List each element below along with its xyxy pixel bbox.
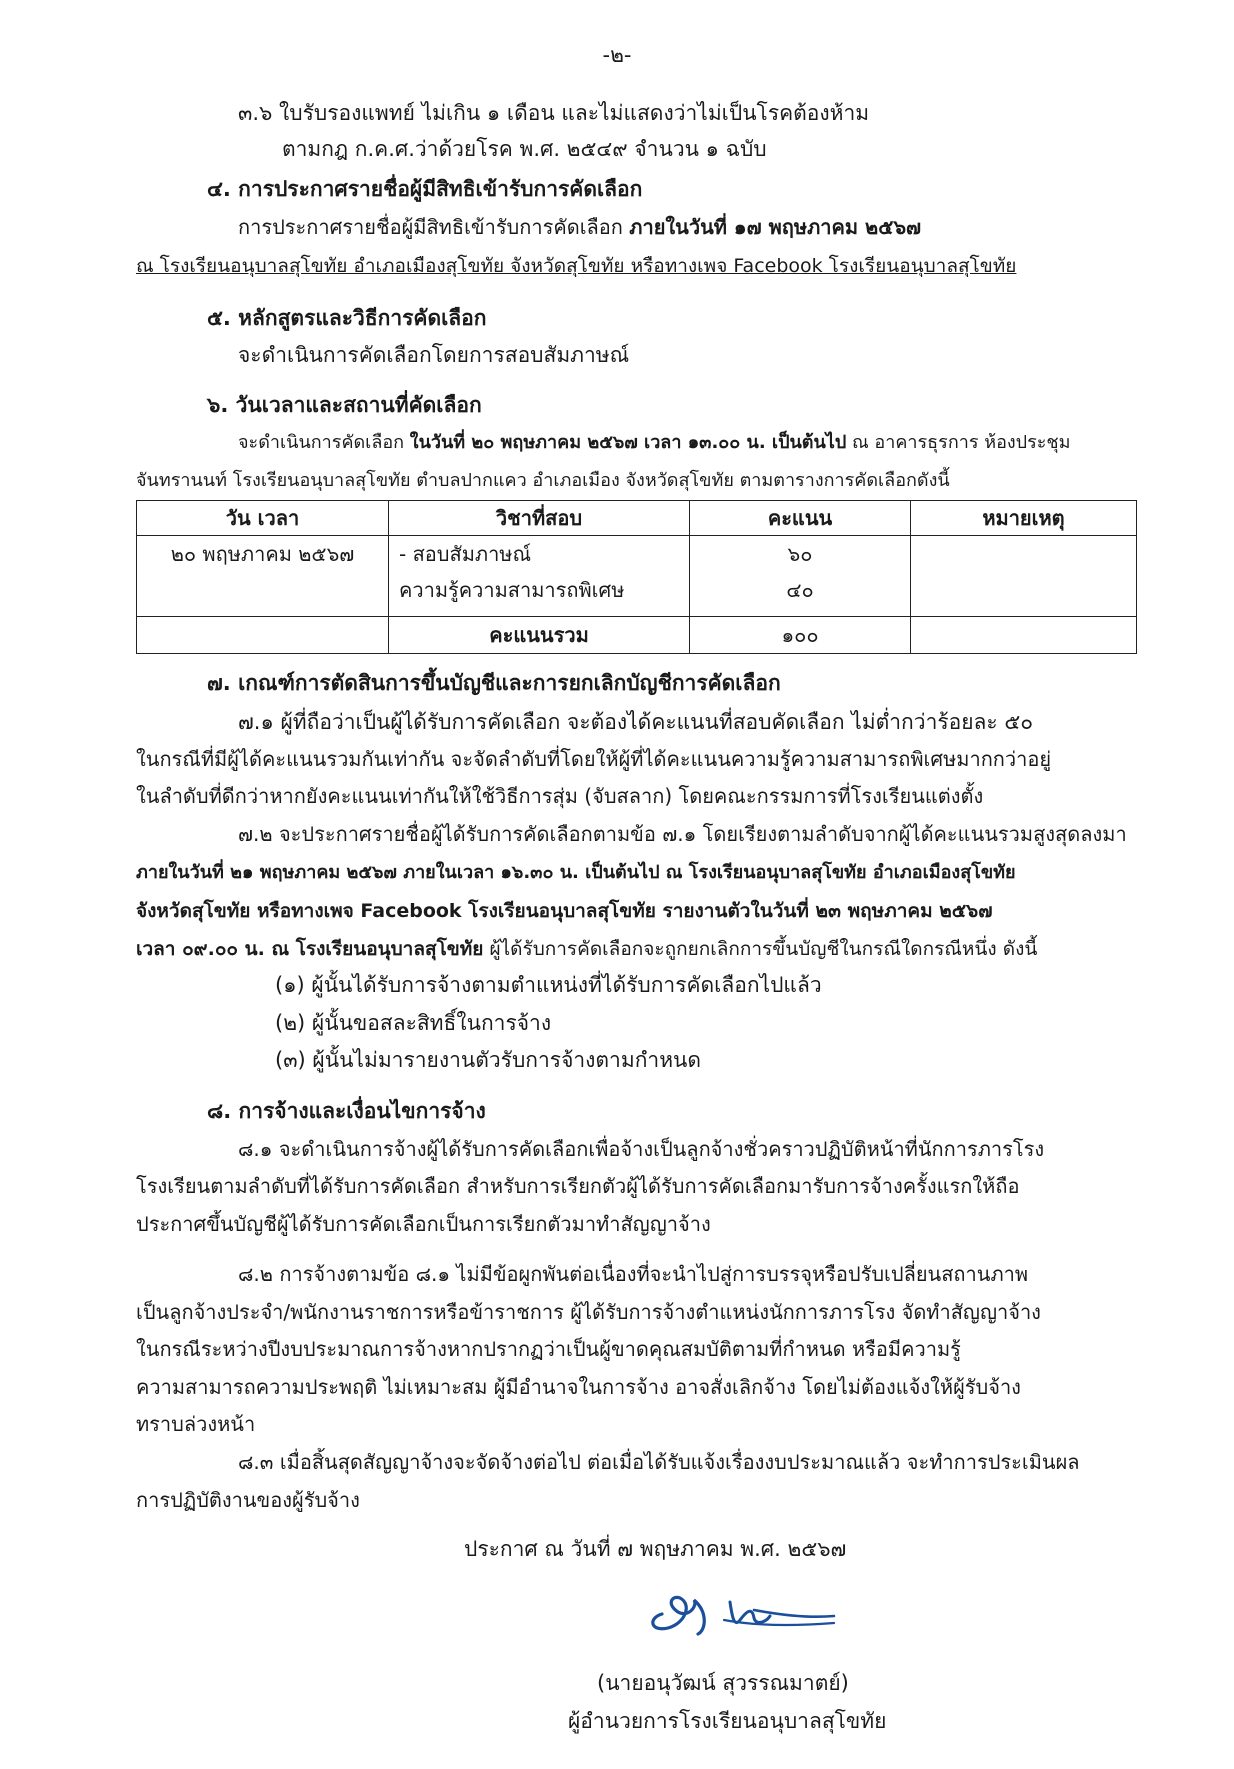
table-total-row xyxy=(137,617,1137,654)
row1-subject-2: ความรู้ความสามารถพิเศษ xyxy=(399,578,625,602)
row1-subject-1: - สอบสัมภาษณ์ xyxy=(399,542,532,566)
total-note xyxy=(911,617,1137,654)
section8-p2-line2: เป็นลูกจ้างประจำ/พนักงานราชการหรือข้าราชการ ผู้ได้รับการจ้างตำแหน่งนักการภารโรง จัดทำสัญญาจ้าง xyxy=(136,1300,1041,1324)
header-subject: วิชาที่สอบ xyxy=(389,501,690,536)
row1-score-1: ๖๐ xyxy=(787,542,813,566)
section6-line1-bold: ในวันที่ ๒๐ พฤษภาคม ๒๕๖๗ เวลา ๑๓.๐๐ น. เป็นต้นไป xyxy=(409,432,847,453)
section4-line1 xyxy=(238,212,921,242)
signer-title: ผู้อำนวยการโรงเรียนอนุบาลสุโขทัย xyxy=(568,1709,887,1733)
section7-p2-line1: ๗.๒ จะประกาศรายชื่อผู้ได้รับการคัดเลือกตามข้อ ๗.๑ โดยเรียงตามลำดับจากผู้ได้คะแนนรวมสูงสุดลงมา xyxy=(238,822,1127,846)
section6-line1-b: ณ อาคารธุรการ ห้องประชุม xyxy=(846,432,1071,453)
section8-p2-line4: ความสามารถความประพฤติ ไม่เหมาะสม ผู้มีอำนาจในการจ้าง อาจสั่งเลิกจ้าง โดยไม่ต้องแจ้งให้ผู้รับจ้าง xyxy=(136,1375,1021,1399)
row1-score xyxy=(690,536,911,617)
item-3-6-line1: ๓.๖ ใบรับรองแพทย์ ไม่เกิน ๑ เดือน และไม่แสดงว่าไม่เป็นโรคต้องห้าม xyxy=(238,101,870,125)
section8-p3-line1: ๘.๓ เมื่อสิ้นสุดสัญญาจ้างจะจัดจ้างต่อไป ต่อเมื่อได้รับแจ้งเรื่องงบประมาณแล้ว จะทำการประเมินผล xyxy=(238,1450,1080,1474)
list-item: (๒) ผู้นั้นขอสละสิทธิ์ในการจ้าง xyxy=(275,1011,552,1035)
section8-p2-line1: ๘.๒ การจ้างตามข้อ ๘.๑ ไม่มีข้อผูกพันต่อเนื่องที่จะนำไปสู่การบรรจุหรือปรับเปลี่ยนสถานภาพ xyxy=(238,1262,1029,1286)
section5-heading: ๕. หลักสูตรและวิธีการคัดเลือก xyxy=(207,306,487,330)
section8-heading: ๘. การจ้างและเงื่อนไขการจ้าง xyxy=(207,1099,486,1123)
section8-p2-line5: ทราบล่วงหน้า xyxy=(136,1412,256,1436)
signer-name: (นายอนุวัฒน์ สุวรรณมาตย์) xyxy=(597,1671,849,1695)
page-number: -๒- xyxy=(602,43,632,67)
section7-p2-line3: จังหวัดสุโขทัย หรือทางเพจ Facebook โรงเรียนอนุบาลสุโขทัย รายงานตัวในวันที่ ๒๓ พฤษภาคม ๒๕๖๗ xyxy=(136,900,993,922)
section8-p1-line3: ประกาศขึ้นบัญชีผู้ได้รับการคัดเลือกเป็นการเรียกตัวมาทำสัญญาจ้าง xyxy=(136,1212,711,1236)
signature-image xyxy=(636,1576,836,1640)
section4-line2: ณ โรงเรียนอนุบาลสุโขทัย อำเภอเมืองสุโขทัย จังหวัดสุโขทัย หรือทางเพจ Facebook โรงเรียนอนุบาลสุโขทัย xyxy=(136,255,1017,277)
section6-line2: จันทรานนท์ โรงเรียนอนุบาลสุโขทัย ตำบลปากแคว อำเภอเมือง จังหวัดสุโขทัย ตามตารางการคัดเลือกดังนี้ xyxy=(136,470,950,491)
section7-p2-line4-bold: เวลา ๐๙.๐๐ น. ณ โรงเรียนอนุบาลสุโขทัย xyxy=(136,938,484,960)
header-date: วัน เวลา xyxy=(137,501,389,536)
section7-p2-line2: ภายในวันที่ ๒๑ พฤษภาคม ๒๕๖๗ ภายในเวลา ๑๖.๓๐ น. เป็นต้นไป ณ โรงเรียนอนุบาลสุโขทัย อำเภอเมืองสุโขทัย xyxy=(136,862,1016,883)
header-score: คะแนน xyxy=(690,501,911,536)
total-score: ๑๐๐ xyxy=(690,617,911,654)
header-note: หมายเหตุ xyxy=(911,501,1137,536)
schedule-table xyxy=(136,500,1137,654)
total-empty xyxy=(137,617,389,654)
announcement-date: ประกาศ ณ วันที่ ๗ พฤษภาคม พ.ศ. ๒๕๖๗ xyxy=(464,1537,847,1561)
section6-line1-a: จะดำเนินการคัดเลือก xyxy=(238,432,410,453)
section8-p3-line2: การปฏิบัติงานของผู้รับจ้าง xyxy=(136,1488,360,1512)
section4-line1-bold: ภายในวันที่ ๑๗ พฤษภาคม ๒๕๖๗ xyxy=(629,215,922,239)
row1-score-2: ๔๐ xyxy=(786,578,814,602)
row1-date-text: ๒๐ พฤษภาคม ๒๕๖๗ xyxy=(170,542,355,566)
item-3-6-line2: ตามกฎ ก.ค.ศ.ว่าด้วยโรค พ.ศ. ๒๕๔๙ จำนวน ๑ ฉบับ xyxy=(282,137,767,161)
list-item: (๓) ผู้นั้นไม่มารายงานตัวรับการจ้างตามกำหนด xyxy=(275,1048,702,1072)
section7-p1-line1: ๗.๑ ผู้ที่ถือว่าเป็นผู้ได้รับการคัดเลือก จะต้องได้คะแนนที่สอบคัดเลือก ไม่ต่ำกว่าร้อยละ ๕๐ xyxy=(238,710,1034,734)
row1-subject xyxy=(389,536,690,617)
row1-date xyxy=(137,536,389,617)
section5-line1: จะดำเนินการคัดเลือกโดยการสอบสัมภาษณ์ xyxy=(238,343,630,367)
row1-note xyxy=(911,536,1137,617)
section7-p1-line2: ในกรณีที่มีผู้ได้คะแนนรวมกันเท่ากัน จะจัดลำดับที่โดยให้ผู้ที่ได้คะแนนความรู้ความสามารถพิเศษมากกว่าอยู่ xyxy=(136,747,1052,771)
section6-heading: ๖. วันเวลาและสถานที่คัดเลือก xyxy=(207,393,482,417)
section6-line1 xyxy=(238,428,1071,458)
section7-p2-line4-normal: ผู้ได้รับการคัดเลือกจะถูกยกเลิกการขึ้นบัญชีในกรณีใดกรณีหนึ่ง ดังนี้ xyxy=(483,938,1038,960)
table-header-row xyxy=(137,501,1137,536)
section7-heading: ๗. เกณฑ์การตัดสินการขึ้นบัญชีและการยกเลิกบัญชีการคัดเลือก xyxy=(207,671,781,695)
section8-p1-line2: โรงเรียนตามลำดับที่ได้รับการคัดเลือก สำหรับการเรียกตัวผู้ได้รับการคัดเลือกมารับการจ้างครั้งแรกให้ถือ xyxy=(136,1174,1020,1198)
section7-p1-line3: ในลำดับที่ดีกว่าหากยังคะแนนเท่ากันให้ใช้วิธีการสุ่ม (จับสลาก) โดยคณะกรรมการที่โรงเรียนแต่งตั้ง xyxy=(136,784,984,808)
section4-line1-normal: การประกาศรายชื่อผู้มีสิทธิเข้ารับการคัดเลือก xyxy=(238,215,630,239)
section8-p2-line3: ในกรณีระหว่างปีงบประมาณการจ้างหากปรากฏว่าเป็นผู้ขาดคุณสมบัติตามที่กำหนด หรือมีความรู้ xyxy=(136,1337,961,1361)
table-row xyxy=(137,536,1137,617)
section4-heading: ๔. การประกาศรายชื่อผู้มีสิทธิเข้ารับการคัดเลือก xyxy=(207,177,643,201)
section8-p1-line1: ๘.๑ จะดำเนินการจ้างผู้ได้รับการคัดเลือกเพื่อจ้างเป็นลูกจ้างชั่วคราวปฏิบัติหน้าที่นักการภารโรง xyxy=(238,1137,1045,1161)
total-label: คะแนนรวม xyxy=(389,617,690,654)
list-item: (๑) ผู้นั้นได้รับการจ้างตามตำแหน่งที่ได้รับการคัดเลือกไปแล้ว xyxy=(275,973,822,997)
section7-p2-line4 xyxy=(136,934,1037,964)
